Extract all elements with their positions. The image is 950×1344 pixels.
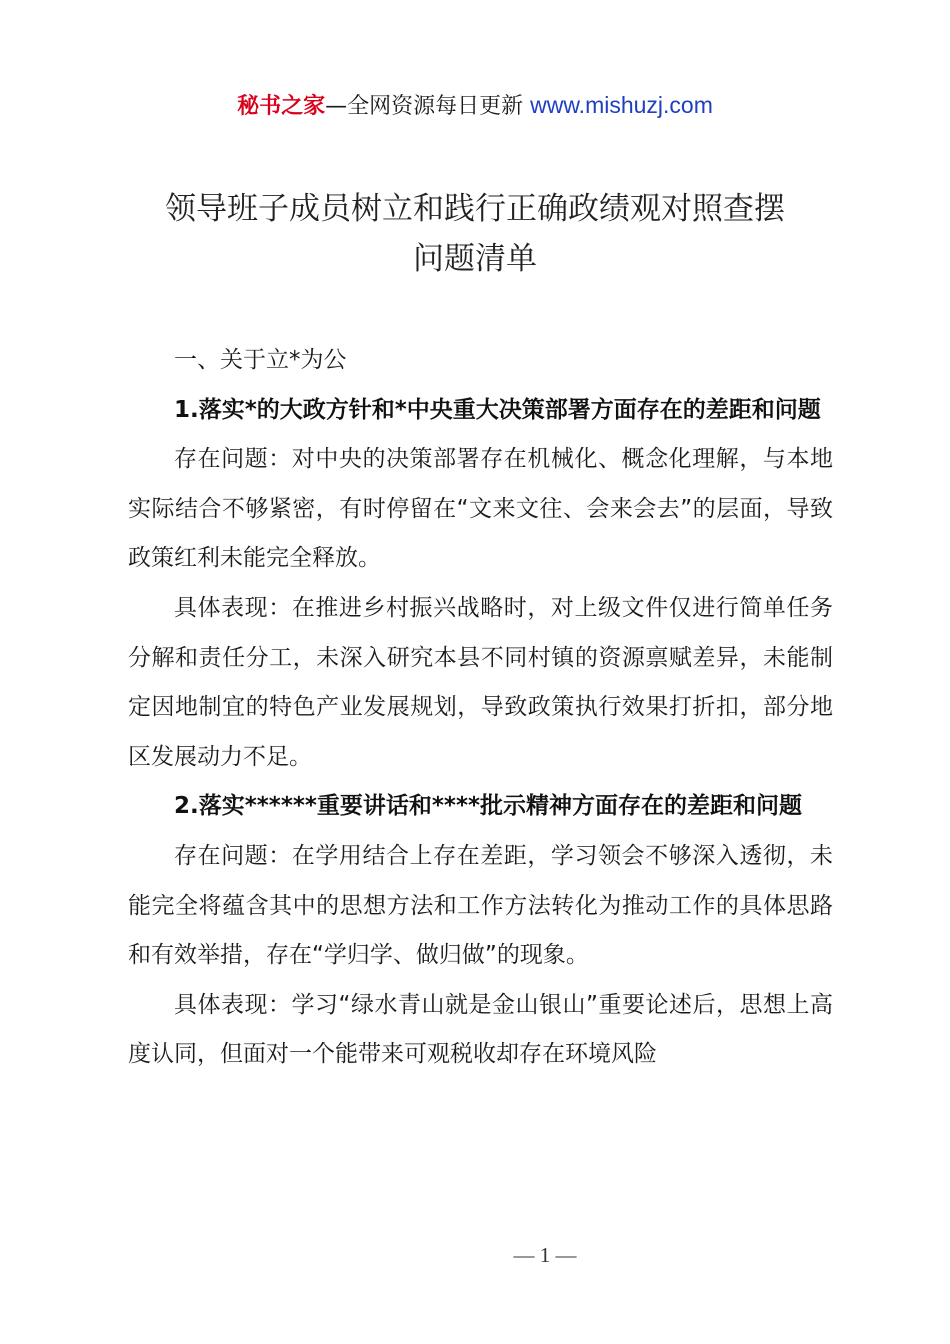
document-title: [100, 184, 850, 284]
title-line-2: 问题清单: [413, 241, 537, 277]
body-paragraph: 具体表现：学习“绿水青山就是金山银山”重要论述后，思想上高度认同，但面对一个能带来可观税收却存在环境风险: [128, 991, 833, 1068]
document-body: [128, 336, 833, 1080]
site-url-link[interactable]: www.mishuzj.com: [530, 92, 713, 118]
page-number: — 1 —: [513, 1243, 577, 1267]
title-line-1: 领导班子成员树立和践行正确政绩观对照查摆: [165, 191, 785, 227]
subsection-heading: 1.落实*的大政方针和*中央重大决策部署方面存在的差距和问题: [174, 396, 821, 423]
body-paragraph: 具体表现：在推进乡村振兴战略时，对上级文件仅进行简单任务分解和责任分工，未深入研究本县不同村镇的资源禀赋差异，未能制定因地制宜的特色产业发展规划，导致政策执行效果打折扣，部分地区发展动力不足。: [128, 594, 833, 770]
banner-slogan: —全网资源每日更新: [325, 94, 531, 119]
site-banner: [0, 88, 950, 124]
section-heading: 一、关于立*为公: [174, 347, 347, 373]
subsection-heading: 2.落实******重要讲话和****批示精神方面存在的差距和问题: [174, 793, 803, 820]
body-paragraph: 存在问题：对中央的决策部署存在机械化、概念化理解，与本地实际结合不够紧密，有时停留在“文来文往、会来会去”的层面，导致政策红利未能完全释放。: [128, 446, 833, 572]
brand-name: 秘书之家: [237, 94, 326, 119]
body-paragraph: 存在问题：在学用结合上存在差距，学习领会不够深入透彻，未能完全将蕴含其中的思想方法和工作方法转化为推动工作的具体思路和有效举措，存在“学归学、做归做”的现象。: [128, 842, 833, 969]
